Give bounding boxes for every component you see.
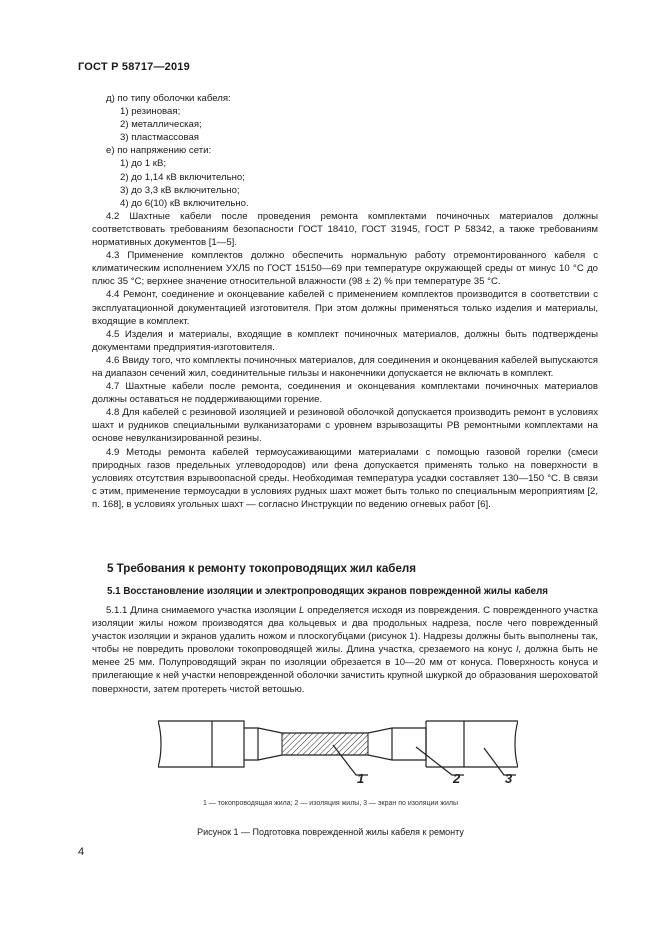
- list-heading: е) по напряжению сети:: [106, 145, 212, 157]
- list-item: 2) металлическая;: [120, 119, 202, 131]
- list-item: 4) до 6(10) кВ включительно.: [120, 197, 249, 209]
- subsection-title: 5.1 Восстановление изоляции и электропроводящих экранов поврежденной жилы кабеля: [107, 586, 549, 597]
- paragraph-4-4: 4.4 Ремонт, соединение и оконцевание кабелей с применением комплектов производится в соответствии с эксплуатационной документацией изготовителя. При этом должны применяться только изделия и материалы, входящие в комплект.: [92, 289, 598, 327]
- figure-legend: 1 — токопроводящая жила; 2 — изоляция жилы, 3 — экран по изоляции жилы: [203, 800, 458, 807]
- body-text: [92, 92, 598, 511]
- section-text: [92, 604, 598, 696]
- text-run: определяется исходя из повреждения. С поврежденного участка изоляции жилы ножом производятся два кольцевых и два продольных надреза, после чего поврежденный участок изоляции и экранов удалить ножом и плоскогубцами (рисунок 1). Надрезы должны быть выполнены так, чтобы не повредить проволоки токопроводящей жилы. Длина участка, срезаемого на конус: [92, 605, 599, 656]
- list-item: 1) до 1 кВ;: [120, 158, 167, 170]
- list-item: 2) до 1,14 кВ включительно;: [120, 171, 245, 183]
- variable-l: l: [516, 644, 519, 656]
- paragraph-4-3: 4.3 Применение комплектов должно обеспечить нормальную работу отремонтированного кабеля с климатическим исполнением УХЛ5 по ГОСТ 15150—69 при температуре окружающей среды от минус 10 °С до плюс 35 °С; верхнее значение относительной влажности (98 ± 2) % при температуре 35 °С.: [92, 250, 598, 288]
- conductor-core-hatch: [282, 733, 368, 755]
- cable-figure: [158, 718, 518, 786]
- paragraph-4-6: 4.6 Ввиду того, что комплекты починочных материалов, для соединения и оконцевания кабелей выпускаются на диапазон сечений жил, соединительные гильзы и наконечники допускается не включать в комплект.: [92, 354, 598, 379]
- page-number: 4: [78, 846, 85, 858]
- list-item: 1) резиновая;: [120, 106, 181, 118]
- figure-label-3: 3: [505, 771, 513, 786]
- paragraph-5-1-1: [92, 604, 598, 696]
- paragraph-4-7: 4.7 Шахтные кабели после ремонта, соединения и оконцевания комплектами починочных материалов должны оставаться не поддерживающими горение.: [92, 381, 598, 406]
- figure-label-1: 1: [357, 771, 365, 786]
- paragraph-4-9: 4.9 Методы ремонта кабелей термоусаживающими материалами с помощью газовой горелки (смеси природных газов предельных углеводородов) или фена допускается применять только на поверхности в условиях отсутствия взрывоопасной среды. Необходимая температура усадки составляет 130—150 °С. В связи с этим, применение термоусадки в условиях рудных шахт может быть только по специальным мероприятиям [2, п. 168], в условиях угольных шахт — согласно Инструкции по ведению огневых работ [6].: [92, 446, 598, 510]
- paragraph-4-2: 4.2 Шахтные кабели после проведения ремонта комплектами починочных материалов должны соответствовать требованиям безопасности ГОСТ 18410, ГОСТ 31945, ГОСТ Р 58342, а также требованиям нормативных документов [1—5].: [92, 210, 598, 249]
- figure-label-2: 2: [453, 771, 461, 786]
- document-header: ГОСТ Р 58717—2019: [78, 61, 190, 73]
- figure-caption: Рисунок 1 — Подготовка поврежденной жилы кабеля к ремонту: [197, 827, 464, 837]
- section-title: 5 Требования к ремонту токопроводящих жил кабеля: [107, 562, 417, 575]
- list-heading: д) по типу оболочки кабеля:: [106, 93, 231, 104]
- paragraph-4-5: 4.5 Изделия и материалы, входящие в комплект починочных материалов, должны быть подтверждены документами предприятия-изготовителя.: [92, 328, 598, 353]
- list-item: 3) до 3,3 кВ включительно;: [120, 184, 240, 196]
- text-run: 5.1.1 Длина снимаемого участка изоляции: [106, 605, 300, 616]
- variable-L: L: [299, 605, 305, 616]
- paragraph-4-8: 4.8 Для кабелей с резиновой изоляцией и резиновой оболочкой допускается производить ремонт в условиях шахт и рудников специальными вулканизаторами с уровнем взрывозащиты РВ ремонтными комплектами на основе невулканизированной резины.: [92, 407, 598, 445]
- text-run: , должна быть не менее 25 мм. Полупроводящий экран по изоляции обрезается в 10—20 мм от конуса. Поверхность конуса и прилегающие к ней участки неповрежденной оболочки зачистить крупной шкуркой до образования шероховатой поверхности, затем протереть чистой ветошью.: [92, 644, 598, 695]
- list-item: 3) пластмассовая: [120, 132, 200, 144]
